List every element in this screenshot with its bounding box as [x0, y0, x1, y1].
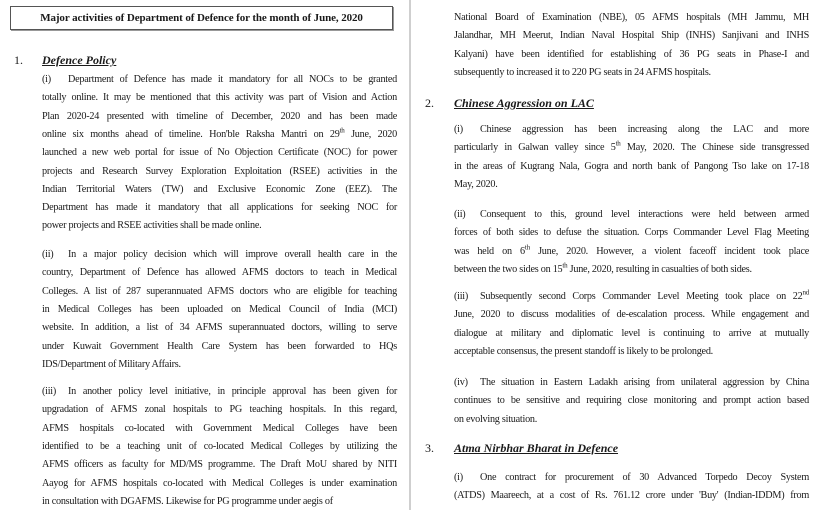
paragraph-label: (iii)	[42, 386, 57, 397]
line-text: Colleges. A list of 287 superannuated AFMS doctors who are eligible for teaching	[42, 285, 397, 297]
paragraph-line	[454, 139, 809, 157]
paragraph-label: (iv)	[454, 377, 468, 388]
paragraph-line	[454, 206, 809, 224]
line-text: subsequently to increased it to 220 PG seats in 24 AFMS hospitals.	[454, 66, 711, 78]
paragraph-line	[42, 126, 397, 144]
paragraph-line	[454, 243, 809, 261]
line-text: June, 2020, resulting in casualties of both sides.	[567, 263, 752, 275]
paragraph-line	[42, 283, 397, 301]
paragraph-line	[42, 217, 397, 235]
paragraph-line	[42, 301, 397, 319]
paragraph-line	[454, 374, 809, 392]
line-text: particularly in Galwan valley since 5	[454, 142, 616, 154]
paragraph-line	[454, 158, 809, 176]
line-text: National Board of Examination (NBE), 05 AFMS hospitals (MH Jammu, MH	[454, 12, 809, 23]
section-number: 2.	[425, 96, 434, 110]
line-text: in the areas of Kugrang Nala, Gogra and north bank of Pangong Tso lake on 17-18	[454, 160, 809, 172]
document-page-right	[412, 0, 823, 510]
line-text: Plan 2020-24 presented with timeline of December, 2020 and has been made	[42, 110, 397, 122]
superscript: th	[339, 126, 345, 135]
paragraph-line	[454, 224, 809, 242]
section-number: 3.	[425, 441, 434, 455]
paragraph-line	[42, 181, 397, 199]
paragraph-line	[42, 420, 397, 438]
document-title: Major activities of Department of Defence for the month of June, 2020	[10, 6, 393, 30]
line-text: The situation in Eastern Ladakh arising from unilateral aggression by China	[480, 377, 809, 388]
paragraph-line	[454, 487, 809, 505]
paragraph-label: (iii)	[454, 291, 469, 302]
paragraph-line	[454, 27, 809, 45]
paragraph-line	[42, 319, 397, 337]
paragraph-line	[454, 64, 809, 82]
paragraph-label: (i)	[42, 74, 51, 85]
paragraph-line	[42, 356, 397, 374]
section-number: 1.	[14, 53, 23, 67]
line-text: Consequent to this, ground level interactions were held between armed	[480, 209, 809, 220]
line-text: Kalyani) have been identified for establishing of 36 PG seats in Phase-I and	[454, 48, 809, 60]
paragraph-line	[454, 392, 809, 410]
line-text: forces of both sides to defuse the situation. Corps Commander Level Flag Meeting	[454, 227, 809, 239]
line-text: power projects and RSEE activities shall be made online.	[42, 220, 262, 232]
paragraph-line	[42, 163, 397, 181]
line-text: Chinese aggression has been increasing along the LAC and more	[480, 124, 809, 135]
line-text: website. In addition, a list of 34 AFMS superannuated doctors, willing to serve	[42, 322, 397, 334]
section-heading: Atma Nirbhar Bharat in Defence	[454, 441, 619, 455]
line-text: on evolving situation.	[454, 413, 538, 425]
paragraph-line	[454, 176, 809, 194]
line-text: Indian Territorial Waters (TW) and Exclusive Economic Zone (EEZ). The	[42, 183, 397, 195]
line-text: launched a new web portal for issue of No Objection Certificate (NOC) for power	[42, 147, 397, 159]
line-text: totally online. It may be mentioned that this activity was part of Vision and Action	[42, 92, 397, 104]
line-text: identified to be a teaching unit of co-located Medical Colleges by utilizing the	[42, 440, 397, 452]
paragraph-line	[42, 89, 397, 107]
line-text: One contract for procurement of 30 Advanced Torpedo Decoy System	[480, 472, 809, 483]
paragraph-line	[454, 325, 809, 343]
paragraph-line	[42, 246, 397, 264]
paragraph-line	[454, 261, 809, 279]
paragraph-line	[42, 144, 397, 162]
line-text: AFMS hospitals co-located with Government Medical Colleges have been	[42, 422, 397, 434]
paragraph-label: (i)	[454, 124, 463, 135]
paragraph-line	[42, 383, 397, 401]
line-text: Subsequently second Corps Commander Level Meeting took place on 22	[480, 291, 803, 302]
line-text: under Kuwait Government Health Care System has been forwarded to HQs	[42, 340, 397, 352]
line-text: In another policy level initiative, in principle approval has been given for	[68, 386, 397, 397]
section-heading: Defence Policy	[42, 53, 117, 67]
line-text: Department has made it mandatory that all applications for seeking NOC for	[42, 202, 397, 214]
superscript: th	[524, 243, 530, 252]
paragraph-line	[454, 9, 809, 27]
line-text: June, 2020. However, a violent faceoff incident took place	[529, 245, 809, 257]
line-text: in Medical Colleges has been uploaded on Medical Council of India (MCI)	[42, 303, 397, 315]
paragraph-line	[42, 438, 397, 456]
superscript: th	[562, 261, 568, 270]
paragraph-line	[42, 264, 397, 282]
paragraph-line	[454, 411, 809, 429]
line-text: June, 2020 to discuss modalities of de-escalation process. While engagement and	[454, 309, 809, 321]
line-text: Department of Defence has made it mandatory for all NOCs to be granted	[68, 74, 397, 85]
line-text: acceptable consensus, the present standoff is likely to be prolonged.	[454, 345, 713, 357]
document-page-left	[0, 0, 408, 510]
superscript: th	[615, 139, 621, 148]
line-text: In a major policy decision which will improve overall health care in the	[68, 249, 397, 260]
line-text: May, 2020.	[454, 178, 498, 190]
paragraph-line	[42, 475, 397, 493]
paragraph-line	[454, 343, 809, 361]
paragraph-line	[42, 493, 397, 511]
line-text: dialogue at military and diplomatic level is continuing to arrive at mutually	[454, 327, 809, 339]
paragraph-line	[42, 401, 397, 419]
line-text: online six months ahead of timeline. Hon'ble Raksha Mantri on 29	[42, 128, 340, 140]
paragraph-line	[42, 71, 397, 89]
paragraph-line	[454, 288, 809, 306]
paragraph-label: (i)	[454, 472, 463, 483]
section-heading: Chinese Aggression on LAC	[454, 96, 594, 110]
paragraph-line	[42, 338, 397, 356]
paragraph-line	[454, 469, 809, 487]
line-text: between the two sides on 15	[454, 263, 563, 275]
paragraph-line	[454, 46, 809, 64]
line-text: (ATDS) Maareech, at a cost of Rs. 761.12 crore under 'Buy' (Indian-IDDM) from	[454, 490, 809, 502]
paragraph-line	[42, 199, 397, 217]
paragraph-line	[42, 456, 397, 474]
line-text: continues to be sensitive and requiring close monitoring and prompt action based	[454, 395, 809, 407]
line-text: in consultation with DGAFMS. Likewise for PG programme under aegis of	[42, 495, 333, 507]
line-text: AFMS officers as faculty for MD/MS programme. The Draft MoU shared by NITI	[42, 459, 397, 471]
paragraph-label: (ii)	[42, 249, 54, 260]
line-text: Jalandhar, MH Meerut, Indian Naval Hospital Ship (INHS) Sanjivani and INHS	[454, 30, 809, 42]
paragraph-line	[454, 121, 809, 139]
line-text: IDS/Department of Military Affairs.	[42, 358, 181, 370]
line-text: projects and Research Survey Exploration Exploitation (RSEE) activities in the	[42, 165, 397, 177]
line-text: June, 2020	[344, 128, 397, 140]
line-text: was held on 6	[454, 245, 525, 257]
page-divider	[409, 0, 411, 510]
line-text: upgradation of AFMS zonal hospitals to PG teaching hospitals. In this regard,	[42, 404, 397, 416]
line-text: country, Department of Defence has allowed AFMS doctors to teach in Medical	[42, 267, 397, 279]
paragraph-line	[42, 108, 397, 126]
paragraph-line	[454, 306, 809, 324]
paragraph-label: (ii)	[454, 209, 466, 220]
superscript: nd	[802, 288, 809, 297]
line-text: May, 2020. The Chinese side transgressed	[620, 142, 809, 154]
line-text: Aayog for AFMS hospitals co-located with Medical Colleges is under examination	[42, 477, 397, 489]
